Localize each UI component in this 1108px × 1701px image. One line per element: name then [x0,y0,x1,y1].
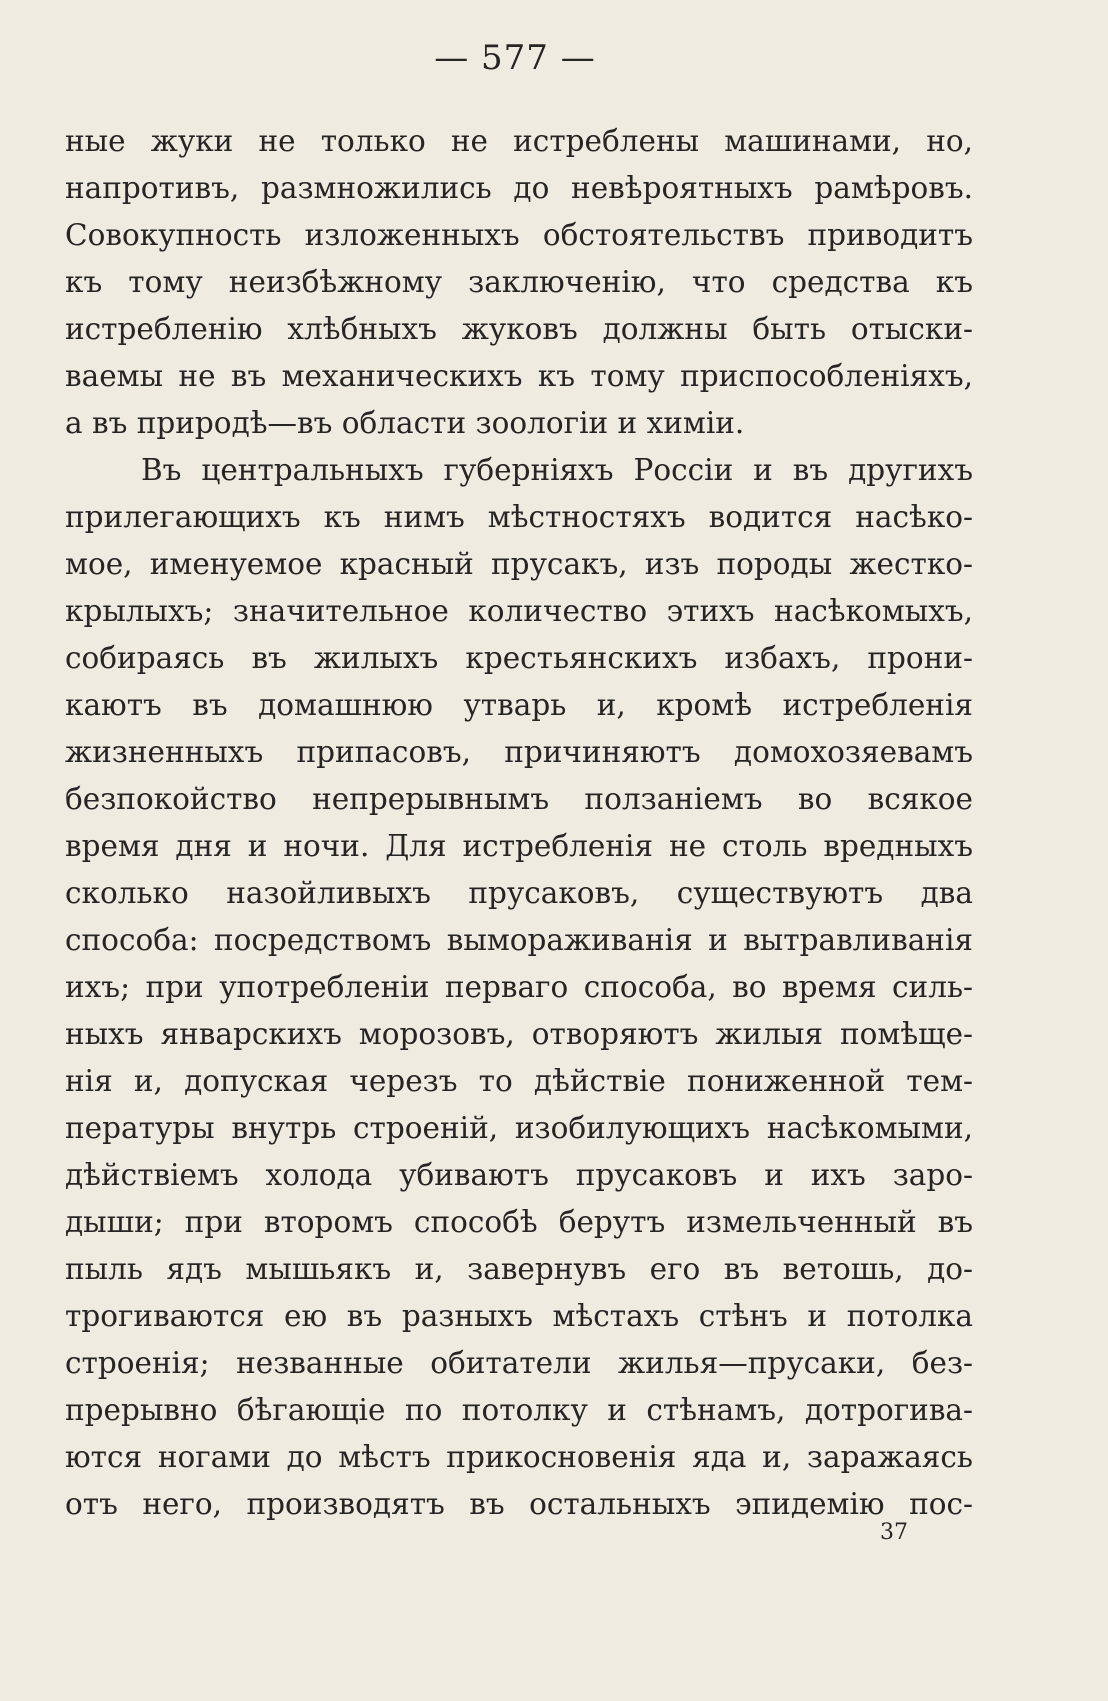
page-number: — 577 — [434,38,596,78]
text-line: ваемы не въ механическихъ къ тому приспособленіяхъ, [65,359,973,393]
printer-signature-mark: 37 [880,1520,908,1545]
text-line: прилегающихъ къ нимъ мѣстностяхъ водится насѣко- [65,500,973,534]
text-line: жизненныхъ припасовъ, причиняютъ домохозяевамъ [65,735,973,769]
text-line: пыль ядъ мышьякъ и, завернувъ его въ ветошь, до- [65,1252,973,1286]
text-line: дѣйствіемъ холода убиваютъ прусаковъ и ихъ заро- [65,1158,973,1192]
text-line: дыши; при второмъ способѣ берутъ измельченный въ [65,1205,973,1239]
text-line: сколько назойливыхъ прусаковъ, существуютъ два [65,876,973,910]
text-line: напротивъ, размножились до невѣроятныхъ рамѣровъ. [65,171,973,205]
text-line: способа: посредствомъ вымораживанія и вытравливанія [65,923,973,957]
text-line: прерывно бѣгающіе по потолку и стѣнамъ, дотрогива- [65,1393,973,1427]
body-text [65,118,973,1528]
text-line: трогиваются ею въ разныхъ мѣстахъ стѣнъ и потолка [65,1299,973,1333]
text-line: къ тому неизбѣжному заключенію, что средства къ [65,265,973,299]
text-line: Совокупность изложенныхъ обстоятельствъ приводитъ [65,218,973,252]
text-line: пературы внутрь строеній, изобилующихъ насѣкомыми, [65,1111,973,1145]
text-line: ныхъ январскихъ морозовъ, отворяютъ жилыя помѣще- [65,1017,973,1051]
text-line: истребленію хлѣбныхъ жуковъ должны быть отыски- [65,312,973,346]
text-line: каютъ въ домашнюю утварь и, кромѣ истребленія [65,688,973,722]
text-line: ные жуки не только не истреблены машинами, но, [65,124,973,158]
text-line: строенія; незванные обитатели жилья—прусаки, без- [65,1346,973,1380]
text-line: безпокойство непрерывнымъ ползаніемъ во всякое [65,782,973,816]
paragraph-end-line: а въ природѣ—въ области зоологіи и химіи. [65,406,745,440]
text-line: нія и, допуская черезъ то дѣйствіе пониженной тем- [65,1064,973,1098]
text-line: крылыхъ; значительное количество этихъ насѣкомыхъ, [65,594,973,628]
text-line: ихъ; при употребленіи перваго способа, во время силь- [65,970,973,1004]
paragraph-start-line: Въ центральныхъ губерніяхъ Россіи и въ другихъ [141,453,973,487]
text-line: ются ногами до мѣстъ прикосновенія яда и, заражаясь [65,1440,973,1474]
text-line: мое, именуемое красный прусакъ, изъ породы жестко- [65,547,973,581]
text-line: отъ него, производятъ въ остальныхъ эпидемію пос- [65,1487,973,1521]
text-line: собираясь въ жилыхъ крестьянскихъ избахъ, прони- [65,641,973,675]
text-line: время дня и ночи. Для истребленія не столь вредныхъ [65,829,973,863]
